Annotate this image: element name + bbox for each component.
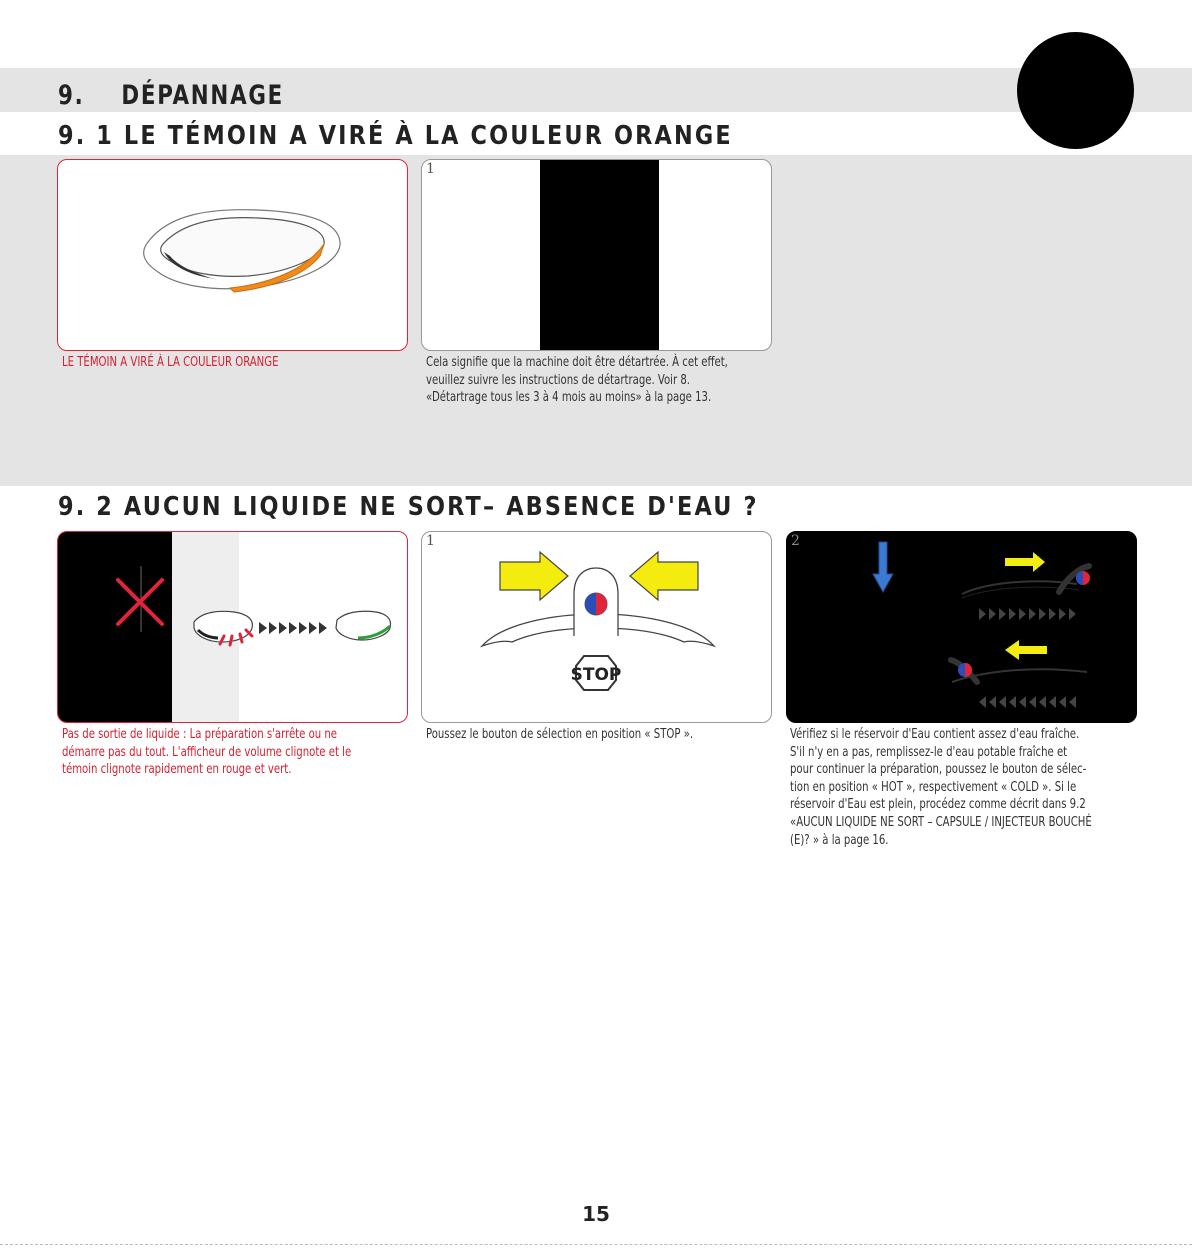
caption-line: pour continuer la préparation, poussez le bouton de sélec- — [790, 762, 1087, 778]
section-2-panel-1-caption — [62, 726, 351, 779]
step-number: 1 — [426, 161, 435, 177]
caption-line: veuillez suivre les instructions de détartrage. Voir 8. — [426, 372, 690, 388]
section-1-panel-descale — [421, 159, 772, 351]
stop-sign-label: STOP — [570, 665, 622, 685]
section-2-panel-3-caption — [790, 726, 1092, 849]
caption-line: tion en position « HOT », respectivement « COLD ». Si le — [790, 779, 1077, 795]
caption-line: Poussez le bouton de sélection en position « STOP ». — [426, 727, 694, 742]
caption-line: «AUCUN LIQUIDE NE SORT – CAPSULE / INJECTEUR BOUCHÉ — [790, 814, 1092, 830]
step-number: 1 — [426, 533, 435, 549]
section-1-panel-1-caption — [62, 354, 278, 372]
section-1-panel-indicator — [57, 159, 408, 351]
selector-lever-illustration — [422, 532, 772, 723]
page-heading-number: 9. — [58, 80, 85, 111]
page-number: 15 — [582, 1202, 610, 1226]
section-1-heading: 9. 1 LE TÉMOIN A VIRÉ À LA COULEUR ORANGE — [58, 121, 733, 151]
page-heading-title: DÉPANNAGE — [121, 80, 285, 111]
caption-line: témoin clignote rapidement en rouge et vert. — [62, 762, 292, 778]
water-tank-illustration — [787, 532, 1137, 723]
section-1-panel-2-caption — [426, 354, 728, 407]
bottom-crop-line — [0, 1244, 1192, 1245]
caption-line: réservoir d'Eau est plein, procédez comme décrit dans 9.2 — [790, 797, 1086, 813]
section-2-panel-no-liquid — [57, 531, 408, 723]
blinking-indicator-illustration — [58, 532, 408, 723]
caption-line: Pas de sortie de liquide : La préparation s'arrête ou ne — [62, 727, 338, 742]
caption-line: Vérifiez si le réservoir d'Eau contient assez d'eau fraîche. — [790, 727, 1080, 742]
orange-indicator-illustration — [58, 160, 408, 351]
caption-line: (E)? » à la page 16. — [790, 832, 889, 848]
section-2-heading: 9. 2 AUCUN LIQUIDE NE SORT– ABSENCE D'EAU ? — [58, 492, 759, 522]
section-2-panel-water-tank — [786, 531, 1137, 723]
descale-image-placeholder — [540, 160, 659, 351]
section-2-panel-stop — [421, 531, 772, 723]
page-heading — [58, 80, 284, 111]
step-number: 2 — [791, 533, 800, 549]
caption-line: démarre pas du tout. L'afficheur de volume clignote et le — [62, 744, 352, 760]
caption-line: S'il n'y en a pas, remplissez-le d'eau potable fraîche et — [790, 744, 1068, 760]
caption-line: Cela signifie que la machine doit être détartrée. À cet effet, — [426, 355, 728, 370]
section-2-panel-2-caption — [426, 726, 693, 744]
black-circle-marker — [1017, 32, 1134, 149]
caption-line: LE TÉMOIN A VIRÉ À LA COULEUR ORANGE — [62, 355, 279, 370]
caption-line: «Détartrage tous les 3 à 4 mois au moins» à la page 13. — [426, 390, 712, 406]
